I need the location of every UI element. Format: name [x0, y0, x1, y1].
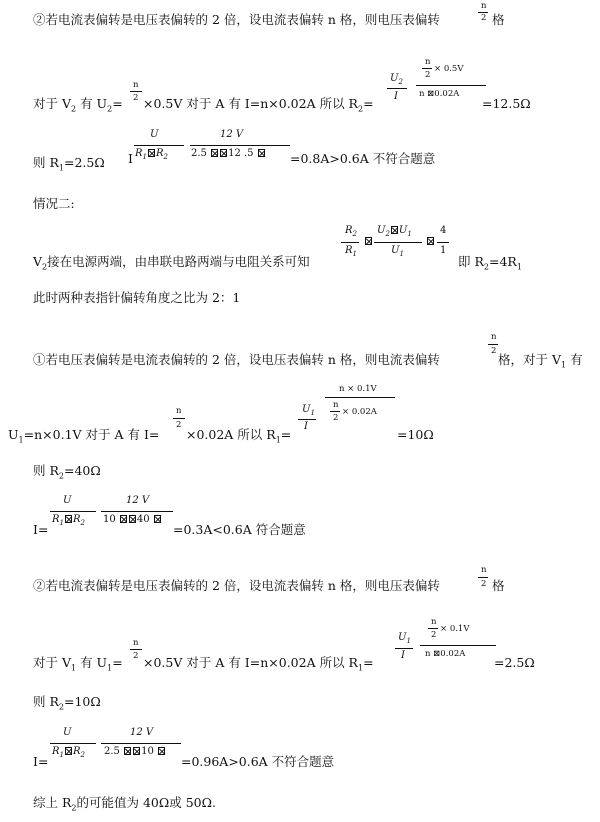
line-11-frac-bar — [478, 577, 488, 578]
line-12-f3-den: n ⊠0.02A — [425, 649, 466, 659]
plus-box-icon — [129, 515, 136, 523]
line-2-part-2: ×0.5V 对于 A 有 I=n×0.02A 所以 $R_2=$ — [143, 96, 374, 114]
line-8-f3-den-n: n — [333, 400, 339, 410]
line-3-f1-num: U — [150, 129, 159, 140]
line-3-result: =0.8A>0.6A 不符合题意 — [290, 151, 436, 166]
line-2-f3-num-rest: × 0.5V — [434, 64, 464, 74]
line-8-result: =10Ω — [397, 427, 434, 442]
line-3-f2-num: 12 V — [220, 129, 244, 140]
line-11-frac-den: 2 — [481, 579, 487, 589]
line-11-frac-num: n — [481, 565, 487, 575]
line-2-f2-num: $U_2$ — [390, 73, 403, 86]
line-7-frac-den: 2 — [491, 346, 497, 356]
line-5-part-1: $V_2$接在电源两端，由串联电路两端与电阻关系可知 — [33, 254, 310, 272]
line-1-text: ②若电流表偏转是电压表偏转的 2 倍，设电流表偏转 n 格，则电压表偏转 — [33, 12, 440, 27]
ohm-box-icon — [124, 747, 131, 755]
line-2-f2-den: I — [394, 91, 398, 102]
line-14-f2-den: 2.5 10 — [104, 747, 166, 757]
line-3-current: I — [128, 151, 133, 166]
line-10-f2-den: 10 40 — [103, 515, 162, 525]
line-7-frac-num: n — [491, 332, 497, 342]
line-14-f1-den: $R_1$ $R_2$ — [52, 746, 85, 759]
line-8-f1-num: n — [176, 406, 182, 416]
line-8-f1-den: 2 — [176, 420, 182, 430]
plus-box-icon — [65, 515, 72, 523]
plus-box-icon — [148, 149, 155, 157]
line-14-result: =0.96A>0.6A 不符合题意 — [181, 754, 335, 769]
line-5-fR-bar — [341, 242, 359, 243]
line-2-f2-bar — [387, 88, 407, 89]
line-12-f2-den: I — [401, 650, 405, 661]
line-5-f4-num: 4 — [440, 225, 447, 236]
line-3-f1-den: $R_1$ $R_2$ — [135, 148, 168, 161]
line-10-f2-num: 12 V — [126, 495, 150, 506]
line-3-f2-bar — [190, 145, 290, 146]
line-13: 则 $R_2=10\Omega$ — [33, 694, 101, 712]
line-10-current: I= — [33, 522, 49, 537]
line-10-f1-num: U — [63, 495, 72, 506]
line-5-result: 即 $R_2=4R_1$ — [458, 254, 522, 272]
ohm-box-icon — [154, 515, 161, 523]
plus-box-icon — [220, 149, 227, 157]
line-12-part-1: 对于 $V_1$ 有 $U_1=$ — [33, 655, 123, 673]
line-12-part-2: ×0.5V 对于 A 有 I=n×0.02A 所以 $R_1=$ — [143, 655, 374, 673]
line-12-f3-n: n — [431, 617, 437, 627]
line-8-f3-inner-bar — [330, 411, 340, 412]
ohm-box-icon — [120, 515, 127, 523]
line-5-fU-bar — [374, 242, 422, 243]
line-5-fU-num: $U_2$ $U_1$ — [377, 225, 412, 238]
plus-box-icon — [65, 747, 72, 755]
line-8-f3-bar — [325, 397, 395, 398]
line-10-result: =0.3A<0.6A 符合题意 — [173, 522, 306, 537]
line-5-f4-bar — [437, 242, 449, 243]
line-2-f1-bar — [130, 91, 142, 92]
line-10-f1-den: $R_1$ $R_2$ — [52, 514, 85, 527]
line-11-text: ②若电流表偏转是电压表偏转的 2 倍，设电流表偏转 n 格，则电压表偏转 — [33, 578, 440, 593]
line-12-f3-2: 2 — [431, 630, 437, 640]
line-8-f2-num: $U_1$ — [302, 404, 315, 417]
line-14-f2-bar — [101, 743, 181, 744]
equals-box-icon — [427, 237, 434, 245]
line-12-f3-inner-bar — [428, 628, 438, 629]
line-12-result: =2.5Ω — [494, 655, 535, 670]
line-8-part-1: $U_1=n\times 0.1V$ 对于 A 有 I= — [8, 427, 160, 445]
line-12-f1-den: 2 — [133, 651, 139, 661]
line-14-f1-bar — [50, 743, 96, 744]
line-3-f2-den: 2.5 12 .5 — [191, 149, 266, 159]
line-1-frac-den: 2 — [481, 13, 487, 23]
line-2-f3-2: 2 — [425, 70, 431, 80]
line-12-f1-num: n — [133, 638, 139, 648]
line-2-f1-den: 2 — [133, 93, 139, 103]
line-8-f1-bar — [173, 418, 185, 419]
line-8-part-2: ×0.02A 所以 $R_1=$ — [186, 427, 292, 445]
plus-box-icon — [133, 747, 140, 755]
line-8-f2-den: I — [304, 421, 308, 432]
line-5-fU-den: $U_1$ — [391, 245, 404, 258]
line-8-f2-bar — [298, 419, 316, 420]
line-8-f3-den-rest: × 0.02A — [342, 407, 377, 417]
ohm-box-icon — [211, 149, 218, 157]
minus-box-icon — [391, 226, 398, 234]
line-2-f3-n: n — [425, 57, 431, 67]
equals-box-icon — [365, 237, 372, 245]
case-two-heading: 情况二: — [33, 196, 75, 211]
line-2-f3-inner-bar — [422, 68, 432, 69]
line-3-part-1: 则 $R_1=2.5\Omega$ — [33, 155, 105, 173]
line-2-f1-num: n — [133, 80, 139, 90]
line-12-f2-num: $U_1$ — [398, 632, 411, 645]
line-5-fR-num: $R_2$ — [345, 225, 357, 238]
line-5-f4-den: 1 — [440, 245, 447, 256]
ohm-box-icon — [158, 747, 165, 755]
line-7-frac-bar — [488, 344, 498, 345]
line-1-unit: 格 — [492, 12, 505, 27]
line-10-f1-bar — [50, 511, 96, 512]
line-2-part-1: 对于 $V_2$ 有 $U_2=$ — [33, 96, 123, 114]
conclusion-line: 综上 $R_2$的可能值为 40Ω或 50Ω. — [33, 795, 216, 813]
deflection-ratio-line: 此时两种表指针偏转角度之比为 2：1 — [33, 290, 241, 305]
ohm-box-icon — [258, 149, 265, 157]
line-12-f3-bar — [420, 645, 496, 646]
line-12-f1-bar — [130, 649, 142, 650]
line-8-f3-num: n × 0.1V — [339, 384, 377, 394]
line-11-unit: 格 — [492, 578, 505, 593]
line-9: 则 $R_2=40\Omega$ — [33, 463, 101, 481]
line-12-f3-num-rest: × 0.1V — [440, 624, 470, 634]
line-14-f2-num: 12 V — [130, 727, 154, 738]
line-5-fR-den: $R_1$ — [345, 245, 357, 258]
line-8-f3-den-2: 2 — [333, 413, 339, 423]
line-1-frac-num: n — [481, 1, 487, 11]
line-7-part-1: ①若电压表偏转是电流表偏转的 2 倍，设电压表偏转 n 格，则电流表偏转 — [33, 352, 440, 367]
line-3-f1-bar — [134, 145, 184, 146]
line-12-f2-bar — [395, 648, 413, 649]
line-2-result: =12.5Ω — [482, 96, 531, 111]
line-2-f3-bar — [416, 85, 486, 86]
line-14-f1-num: U — [63, 727, 72, 738]
line-2-f3-den: n ⊠0.02A — [419, 89, 460, 99]
line-10-f2-bar — [101, 511, 173, 512]
line-7-part-2: 格，对于 $V_1$ 有 — [498, 352, 583, 370]
line-14-current: I= — [33, 754, 49, 769]
